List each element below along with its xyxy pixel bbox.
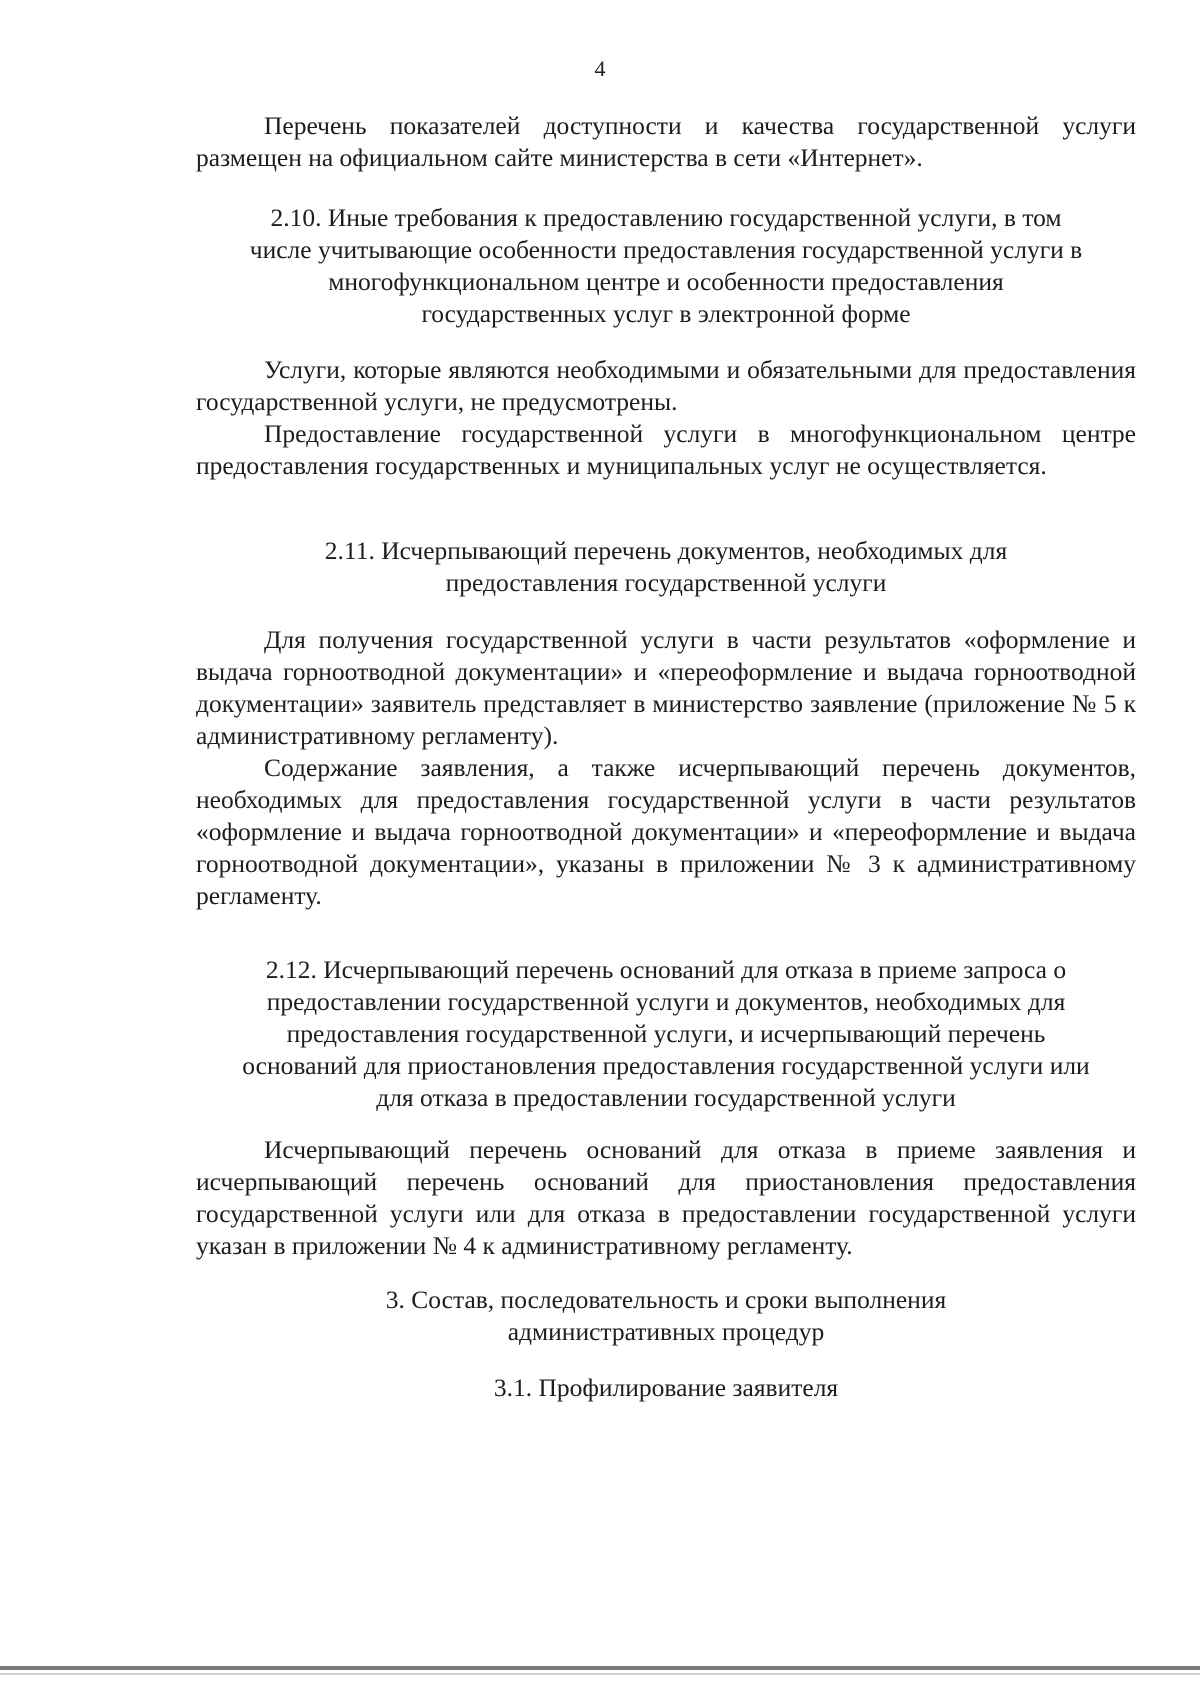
heading-line: 2.11. Исчерпывающий перечень документов, необходимых для <box>324 536 1008 565</box>
paragraphs-2-10 <box>196 354 1136 482</box>
scan-edge-shadow <box>0 1673 1200 1675</box>
heading-2-11 <box>196 535 1136 599</box>
paragraph-text: Для получения государственной услуги в части результатов «оформление и выдача горноотводной документации» и «переоформление и выдача горноотводной документации» заявитель представляет в министерство заявление (приложение № 5 к административному регламенту). <box>196 625 1136 750</box>
heading-line: государственных услуг в электронной форме <box>421 299 911 328</box>
heading-line: 3. Состав, последовательность и сроки выполнения <box>385 1285 947 1314</box>
heading-line: административных процедур <box>507 1317 825 1346</box>
paragraph-text: Содержание заявления, а также исчерпывающий перечень документов, необходимых для предоставления государственной услуги в части результатов «оформление и выдача горноотводной документации» и «переоформление и выдача горноотводной документации», указаны в приложении № 3 к административному регламенту. <box>196 753 1136 910</box>
heading-line: оснований для приостановления предоставления государственной услуги или <box>242 1051 1090 1080</box>
paragraph-2-12 <box>196 1134 1136 1262</box>
paragraph-text: Услуги, которые являются необходимыми и обязательными для предоставления государственной услуги, не предусмотрены. <box>196 355 1136 416</box>
page-number: 4 <box>594 56 606 81</box>
paragraph-text: Исчерпывающий перечень оснований для отказа в приеме заявления и исчерпывающий перечень оснований для приостановления предоставления государственной услуги или для отказа в предоставлении государственной услуги указан в приложении № 4 к административному регламенту. <box>196 1135 1136 1260</box>
heading-line: 2.10. Иные требования к предоставлению государственной услуги, в том <box>270 203 1062 232</box>
heading-line: числе учитывающие особенности предоставления государственной услуги в <box>249 235 1083 264</box>
heading-3-1 <box>196 1372 1136 1404</box>
heading-line: 3.1. Профилирование заявителя <box>493 1373 839 1402</box>
paragraphs-2-11 <box>196 624 1136 912</box>
heading-line: 2.12. Исчерпывающий перечень оснований для отказа в приеме запроса о <box>265 955 1067 984</box>
heading-2-10 <box>196 202 1136 330</box>
heading-line: многофункциональном центре и особенности предоставления <box>328 267 1004 296</box>
heading-line: предоставления государственной услуги <box>445 568 887 597</box>
paragraph-text: Перечень показателей доступности и качества государственной услуги размещен на официальном сайте министерства в сети «Интернет». <box>196 111 1136 172</box>
heading-line: предоставления государственной услуги, и исчерпывающий перечень <box>286 1019 1046 1048</box>
heading-line: предоставлении государственной услуги и документов, необходимых для <box>266 987 1066 1016</box>
heading-2-12 <box>196 954 1136 1114</box>
paragraph-indicators <box>196 110 1136 174</box>
heading-line: для отказа в предоставлении государственной услуги <box>376 1083 956 1112</box>
scan-edge-line <box>0 1666 1200 1670</box>
paragraph-text: Предоставление государственной услуги в многофункциональном центре предоставления государственных и муниципальных услуг не осуществляется. <box>196 419 1136 480</box>
heading-3 <box>196 1284 1136 1348</box>
